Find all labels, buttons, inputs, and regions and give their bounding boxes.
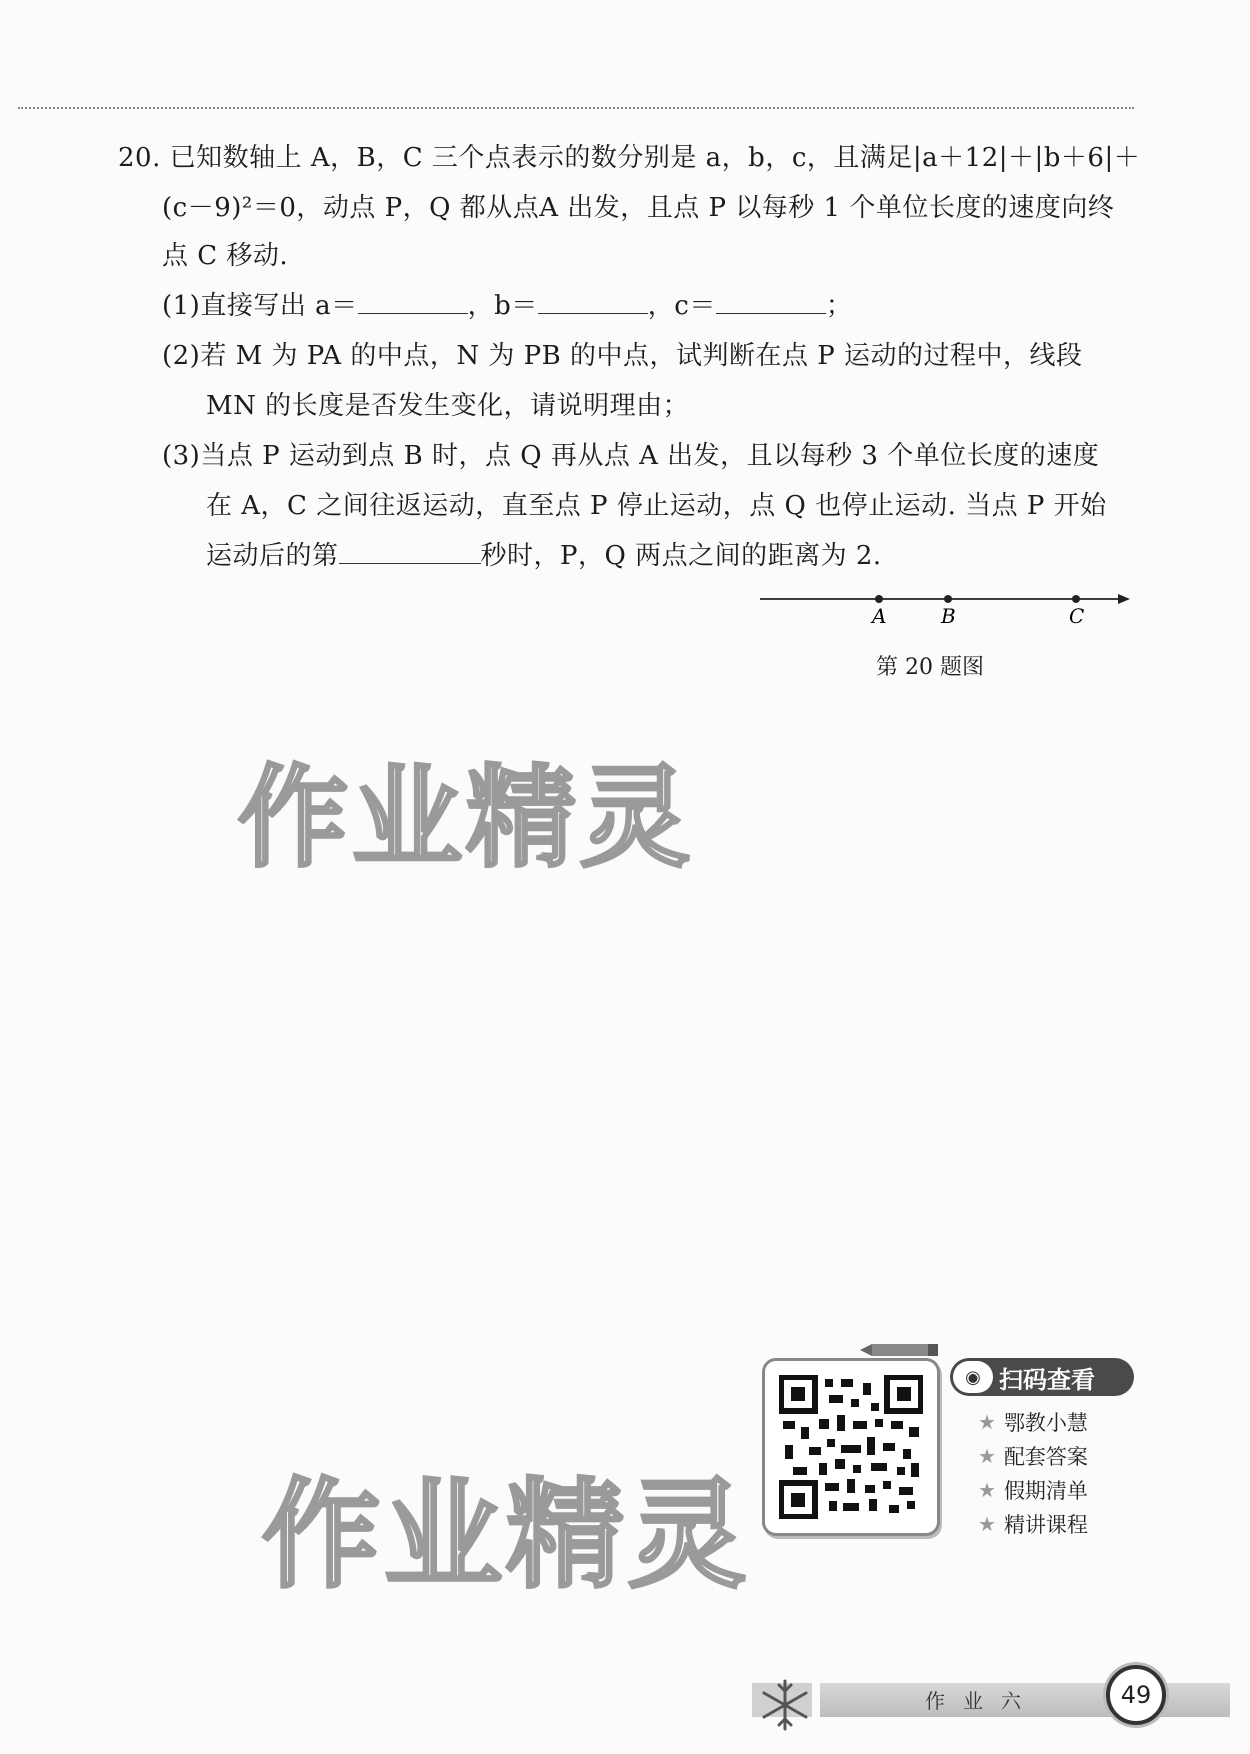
scan-header-label: 扫码查看	[999, 1365, 1095, 1394]
feature-label: 假期清单	[1003, 1479, 1088, 1503]
answer-blank-a[interactable]	[358, 287, 468, 314]
feature-item	[978, 1507, 1088, 1541]
question-line-2: (c－9)²＝0，动点 P，Q 都从点A 出发，且点 P 以每秒 1 个单位长度的速度向终	[162, 193, 1115, 223]
answer-blank-c[interactable]	[716, 287, 826, 314]
watermark-bottom: 作业精灵	[262, 1466, 751, 1604]
point-a-label: A	[872, 604, 887, 628]
figure-caption: 第 20 题图	[876, 655, 984, 680]
eye-icon: ◉	[953, 1361, 993, 1393]
part-1-end: ；	[825, 291, 853, 321]
point-c-label: C	[1069, 604, 1085, 628]
question-line-1: 20. 已知数轴上 A，B，C 三个点表示的数分别是 a，b，c，且满足|a＋12|＋|b＋6|＋	[118, 143, 1141, 173]
part-1	[162, 286, 852, 326]
feature-item	[978, 1439, 1088, 1473]
scan-feature-list	[978, 1405, 1088, 1541]
point-c-dot	[1072, 595, 1080, 603]
part-3-line-3-start: 运动后的第	[206, 541, 339, 571]
answer-blank-b[interactable]	[538, 287, 648, 314]
question-line-3: 点 C 移动.	[162, 241, 289, 271]
part-2-line-2: MN 的长度是否发生变化，请说明理由；	[206, 391, 690, 421]
scan-to-view-header	[950, 1358, 1134, 1396]
part-3-line-3	[206, 536, 882, 576]
point-a-dot	[875, 595, 883, 603]
number-line-figure	[755, 585, 1135, 635]
feature-item	[978, 1473, 1088, 1507]
part-3-line-3-end: 秒时，P，Q 两点之间的距离为 2.	[480, 541, 882, 571]
page-number: 49	[1106, 1665, 1166, 1725]
feature-label: 配套答案	[1003, 1445, 1088, 1469]
part-1-b-label: ，b＝	[467, 291, 538, 321]
part-3-line-2: 在 A，C 之间往返运动，直至点 P 停止运动，点 Q 也停止运动. 当点 P 开始	[206, 491, 1107, 521]
pencil-icon	[860, 1340, 940, 1360]
qr-code-icon	[779, 1375, 923, 1519]
snowflake-icon	[755, 1677, 815, 1733]
point-b-label: B	[941, 604, 956, 628]
qr-code-card[interactable]	[762, 1358, 940, 1536]
part-2-line-1: (2)若 M 为 PA 的中点，N 为 PB 的中点，试判断在点 P 运动的过程中，线段	[162, 341, 1083, 371]
point-b-dot	[944, 595, 952, 603]
part-1-c-label: ，c＝	[647, 291, 716, 321]
header-dotted-rule	[18, 107, 1134, 109]
star-icon: ★	[978, 1478, 996, 1502]
watermark-top: 作业精灵	[238, 754, 694, 882]
feature-item	[978, 1405, 1088, 1439]
part-3-line-1: (3)当点 P 运动到点 B 时，点 Q 再从点 A 出发，且以每秒 3 个单位长度的速度	[162, 441, 1100, 471]
footer-section-label: 作业六	[925, 1689, 1039, 1713]
feature-label: 精讲课程	[1003, 1513, 1088, 1537]
number-line-arrow	[1118, 594, 1130, 604]
star-icon: ★	[978, 1512, 996, 1536]
part-1-a-label: (1)直接写出 a＝	[162, 291, 358, 321]
star-icon: ★	[978, 1410, 996, 1434]
answer-blank-seconds[interactable]	[339, 537, 481, 564]
feature-label: 鄂教小慧	[1003, 1411, 1088, 1435]
star-icon: ★	[978, 1444, 996, 1468]
